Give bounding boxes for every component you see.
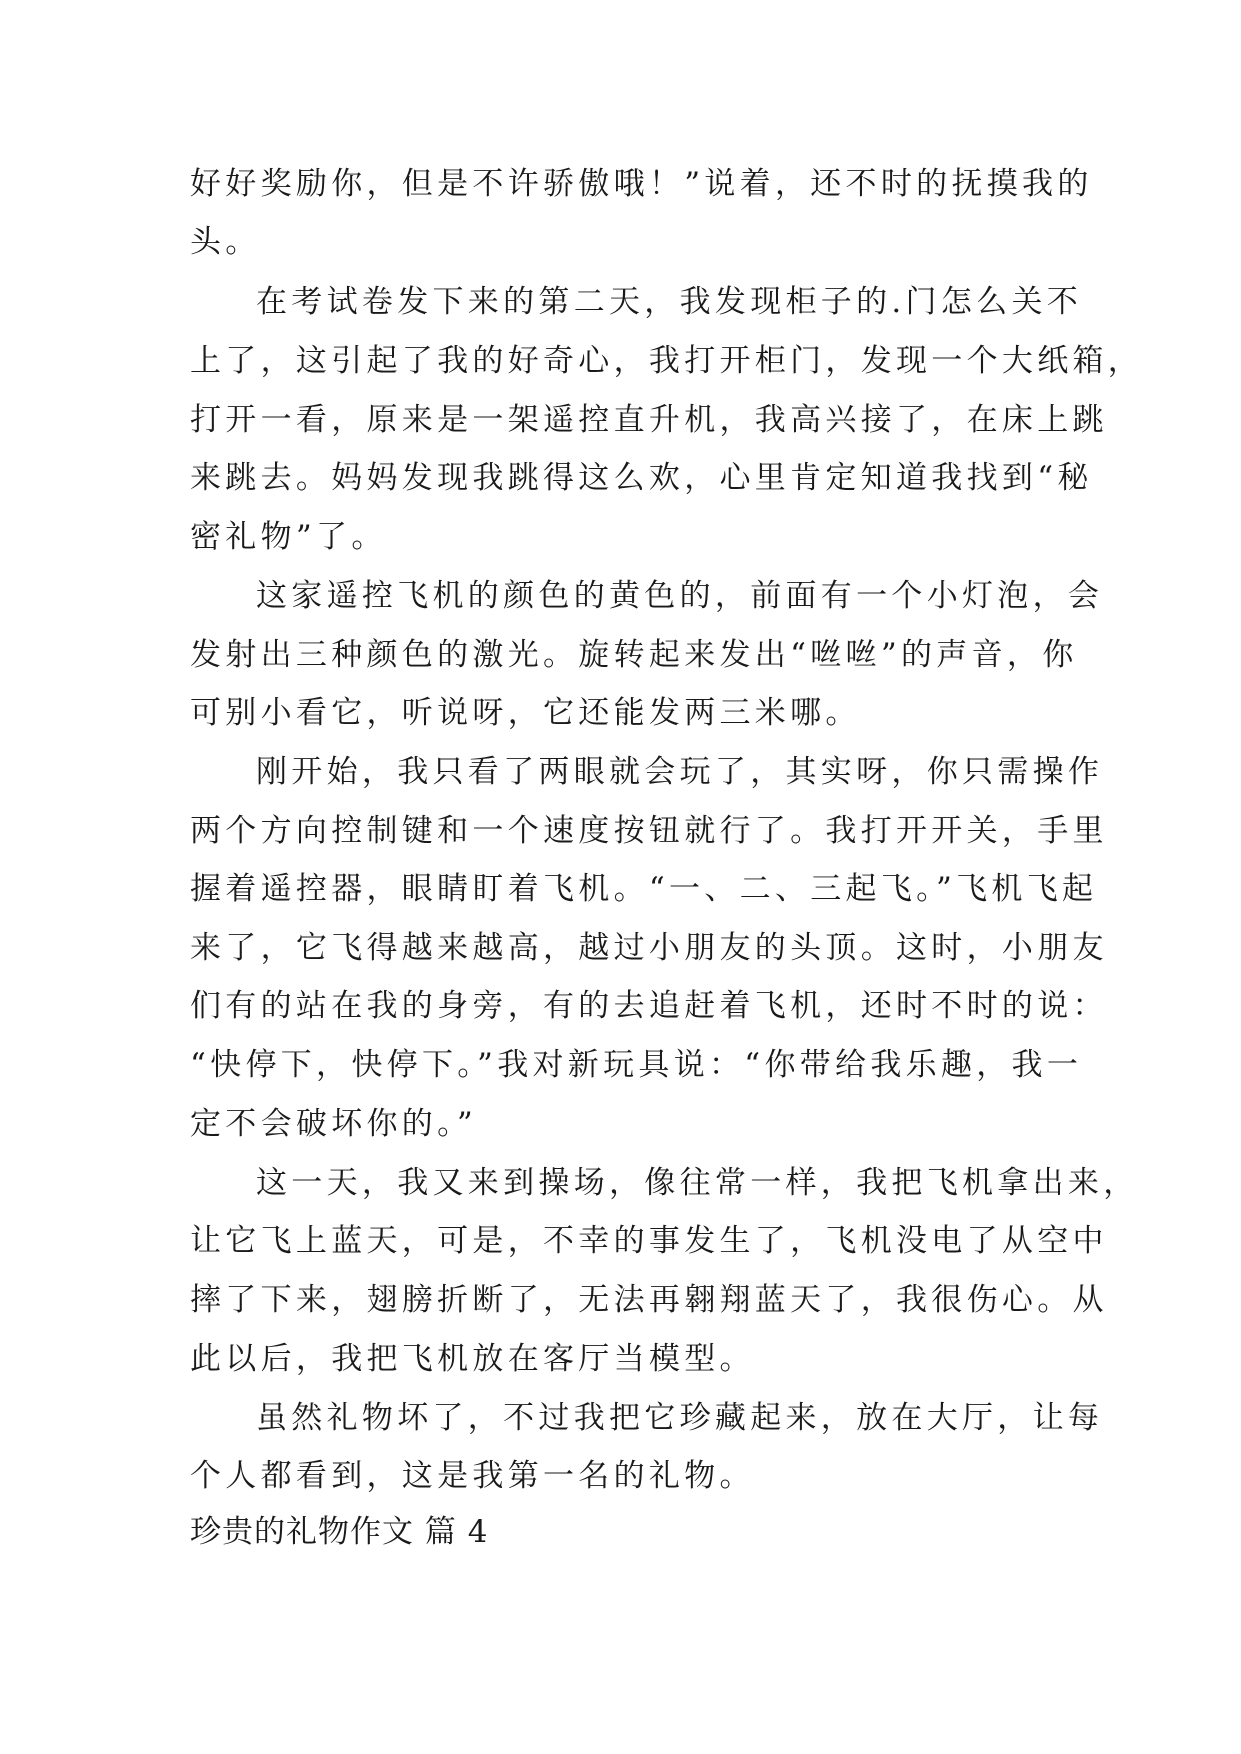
text-line: 个人都看到，这是我第一名的礼物。 xyxy=(190,1458,755,1494)
text-line: 两个方向控制键和一个速度按钮就行了。我打开开关，手里 xyxy=(190,813,1108,849)
text-line: 密礼物”了。 xyxy=(190,519,387,555)
text-line: 们有的站在我的身旁，有的去追赶着飞机，还时不时的说： xyxy=(190,988,1108,1024)
text-line: 摔了下来，翅膀折断了，无法再翱翔蓝天了，我很伤心。从 xyxy=(190,1282,1108,1318)
text-line: 此以后，我把飞机放在客厅当模型。 xyxy=(190,1341,755,1377)
text-line: 头。 xyxy=(190,224,261,260)
section-heading: 珍贵的礼物作文 篇 4 xyxy=(190,1514,489,1550)
text-line: 虽然礼物坏了，不过我把它珍藏起来，放在大厅，让每 xyxy=(256,1400,1104,1436)
text-line: 定不会破坏你的。” xyxy=(190,1106,478,1142)
text-line: 打开一看，原来是一架遥控直升机，我高兴接了，在床上跳 xyxy=(190,402,1108,438)
text-line: 可别小看它，听说呀，它还能发两三米哪。 xyxy=(190,695,861,731)
text-line: 这家遥控飞机的颜色的黄色的，前面有一个小灯泡，会 xyxy=(256,578,1104,614)
text-line: 刚开始，我只看了两眼就会玩了，其实呀，你只需操作 xyxy=(256,754,1104,790)
text-line: 这一天，我又来到操场，像往常一样，我把飞机拿出来， xyxy=(256,1165,1139,1201)
text-line: 在考试卷发下来的第二天，我发现柜子的.门怎么关不 xyxy=(256,284,1083,320)
text-line: 发射出三种颜色的激光。旋转起来发出“咝咝”的声音，你 xyxy=(190,637,1078,673)
text-line: 上了，这引起了我的好奇心，我打开柜门，发现一个大纸箱， xyxy=(190,343,1144,379)
text-line: 好好奖励你，但是不许骄傲哦！”说着，还不时的抚摸我的 xyxy=(190,166,1093,202)
text-line: 来了，它飞得越来越高，越过小朋友的头顶。这时，小朋友 xyxy=(190,930,1108,966)
text-line: 让它飞上蓝天，可是，不幸的事发生了，飞机没电了从空中 xyxy=(190,1223,1108,1259)
text-line: 握着遥控器，眼睛盯着飞机。“一、二、三起飞。”飞机飞起 xyxy=(190,871,1098,907)
text-line: “快停下，快停下。”我对新玩具说：“你带给我乐趣，我一 xyxy=(190,1047,1083,1083)
text-line: 来跳去。妈妈发现我跳得这么欢，心里肯定知道我找到“秘 xyxy=(190,460,1093,496)
